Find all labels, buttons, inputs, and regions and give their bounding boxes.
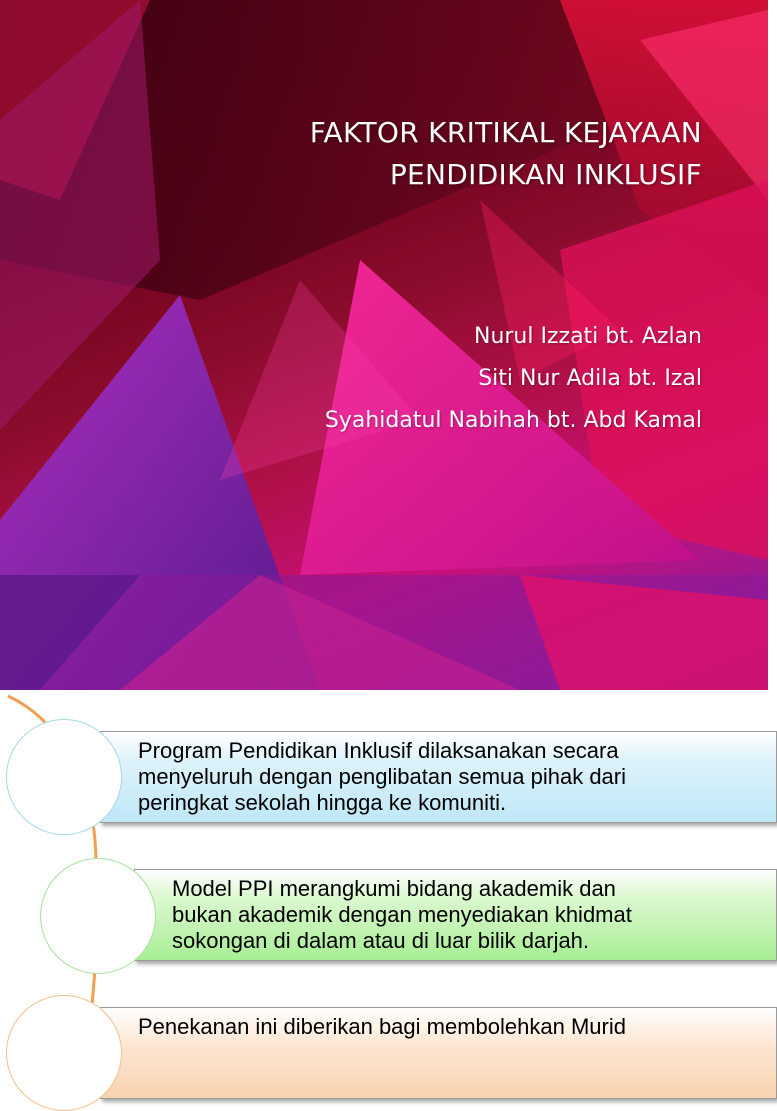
- info-box-2-line: Model PPI merangkumi bidang akademik dan: [172, 876, 616, 901]
- info-box-2-line: sokongan di dalam atau di luar bilik darjah.: [172, 928, 590, 953]
- author-name: Siti Nur Adila bt. Izal: [478, 366, 702, 391]
- bullet-circle-1: [6, 719, 122, 835]
- info-box-1-line: menyeluruh dengan penglibatan semua pihak dari: [138, 764, 627, 789]
- author-list: [325, 316, 702, 442]
- content-slide: [0, 690, 768, 1039]
- title-line-2: PENDIDIKAN INKLUSIF: [389, 158, 702, 191]
- bullet-circle-3: [6, 995, 122, 1111]
- bullet-circle-2: [40, 858, 156, 974]
- info-box-1-line: peringkat sekolah hingga ke komuniti.: [138, 790, 507, 815]
- info-box-3: [100, 1007, 777, 1099]
- author-name: Nurul Izzati bt. Azlan: [473, 324, 702, 349]
- info-box-2: [134, 869, 777, 961]
- info-box-3-line: Penekanan ini diberikan bagi membolehkan Murid: [138, 1014, 626, 1039]
- title-line-1: FAKTOR KRITIKAL KEJAYAAN: [309, 116, 702, 149]
- author-name: Syahidatul Nabihah bt. Abd Kamal: [324, 408, 702, 433]
- info-box-1-line: Program Pendidikan Inklusif dilaksanakan secara: [138, 738, 619, 763]
- info-box-2-line: bukan akademik dengan menyediakan khidmat: [172, 902, 632, 927]
- slide-title: [310, 112, 702, 196]
- info-box-1: [100, 731, 777, 823]
